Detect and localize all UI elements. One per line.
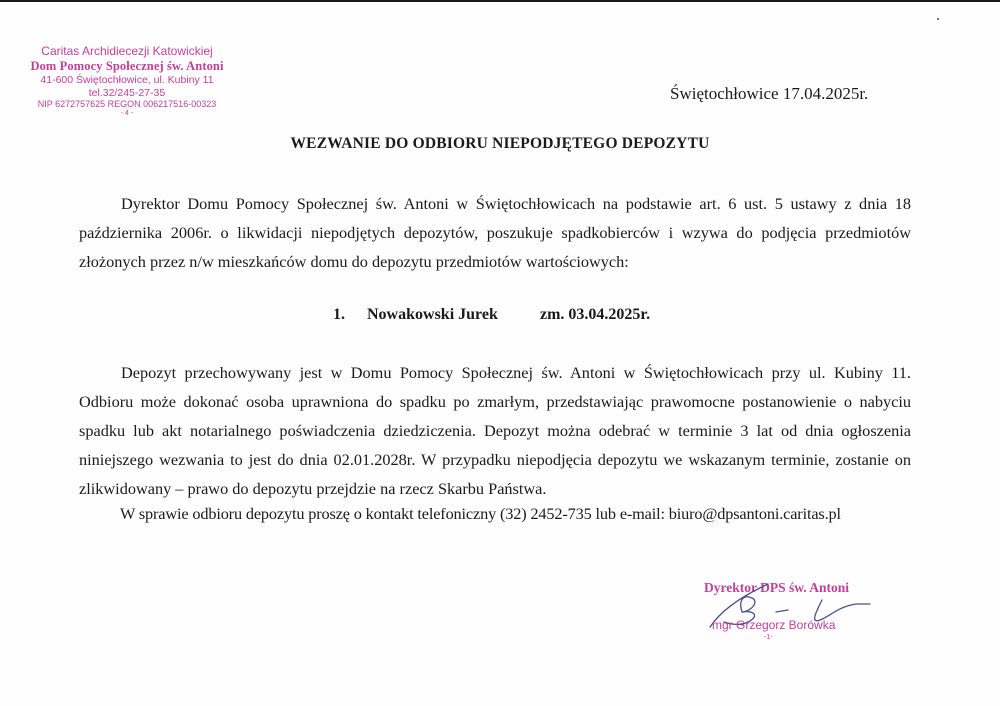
details-paragraph (79, 358, 911, 503)
deceased-name: Nowakowski Jurek (367, 306, 498, 323)
deceased-list-item (333, 306, 651, 324)
signature-role: Dyrektor DPS św. Antoni (704, 580, 850, 595)
list-number: 1. (333, 306, 345, 323)
handwritten-signature-icon (680, 572, 880, 644)
death-date: zm. 03.04.2025r. (540, 306, 651, 323)
signatory-name: mgr Grzegorz Borówka (712, 618, 836, 632)
stamp-page-mark: - 4 - (120, 110, 134, 118)
place-and-date: Świętochłowice 17.04.2025r. (670, 84, 869, 103)
scan-speck (937, 18, 939, 20)
signature-block (680, 580, 880, 652)
stamp-ids: NIP 6272757625 REGON 006217516-00323 (37, 99, 217, 110)
institution-stamp (22, 44, 232, 117)
signature-page-mark: -1- (764, 634, 773, 641)
contact-line: W sprawie odbioru depozytu proszę o kontakt telefoniczny (32) 2452-735 lub e-mail: biuro@dpsantoni.caritas.pl (120, 504, 841, 523)
paragraph-line: złożonych przez n/w mieszkańców domu do depozytu przedmiotów wartościowych: (79, 252, 629, 271)
paragraph-line: spadku lub akt notarialnego poświadczenia dziedziczenia. Depozyt można odebrać w terminie 3 lat od dnia ogłoszenia (79, 421, 911, 440)
stamp-address: 41-600 Świętochłowice, ul. Kubiny 11 (40, 73, 214, 86)
intro-paragraph (79, 189, 911, 276)
scan-edge (0, 0, 1000, 2)
paragraph-line: Depozyt przechowywany jest w Domu Pomocy Społecznej św. Antoni w Świętochłowicach przy ul. Kubiny 11. (121, 363, 911, 382)
stamp-organization: Caritas Archidiecezji Katowickiej (41, 44, 213, 58)
paragraph-line: października 2006r. o likwidacji niepodjętych depozytów, poszukuje spadkobierców i wzywa do podjęcia przedmiotów (79, 223, 911, 242)
paragraph-line: niniejszego wezwania to jest do dnia 02.01.2028r. W przypadku niepodjęcia depozytu we wskazanym terminie, zostanie on (79, 450, 911, 469)
paragraph-line: Dyrektor Domu Pomocy Społecznej św. Antoni w Świętochłowicach na podstawie art. 6 ust. 5 ustawy z dnia 18 (121, 194, 911, 213)
stamp-phone: tel.32/245-27-35 (88, 86, 166, 99)
paragraph-line: Odbioru może dokonać osoba uprawniona do spadku po zmarłym, przedstawiając prawomocne postanowienie o nabyciu (79, 392, 911, 411)
stamp-institution: Dom Pomocy Społecznej św. Antoni (30, 58, 224, 73)
document-title: WEZWANIE DO ODBIORU NIEPODJĘTEGO DEPOZYTU (290, 135, 710, 152)
paragraph-line: zlikwidowany – prawo do depozytu przejdzie na rzecz Skarbu Państwa. (79, 479, 547, 498)
